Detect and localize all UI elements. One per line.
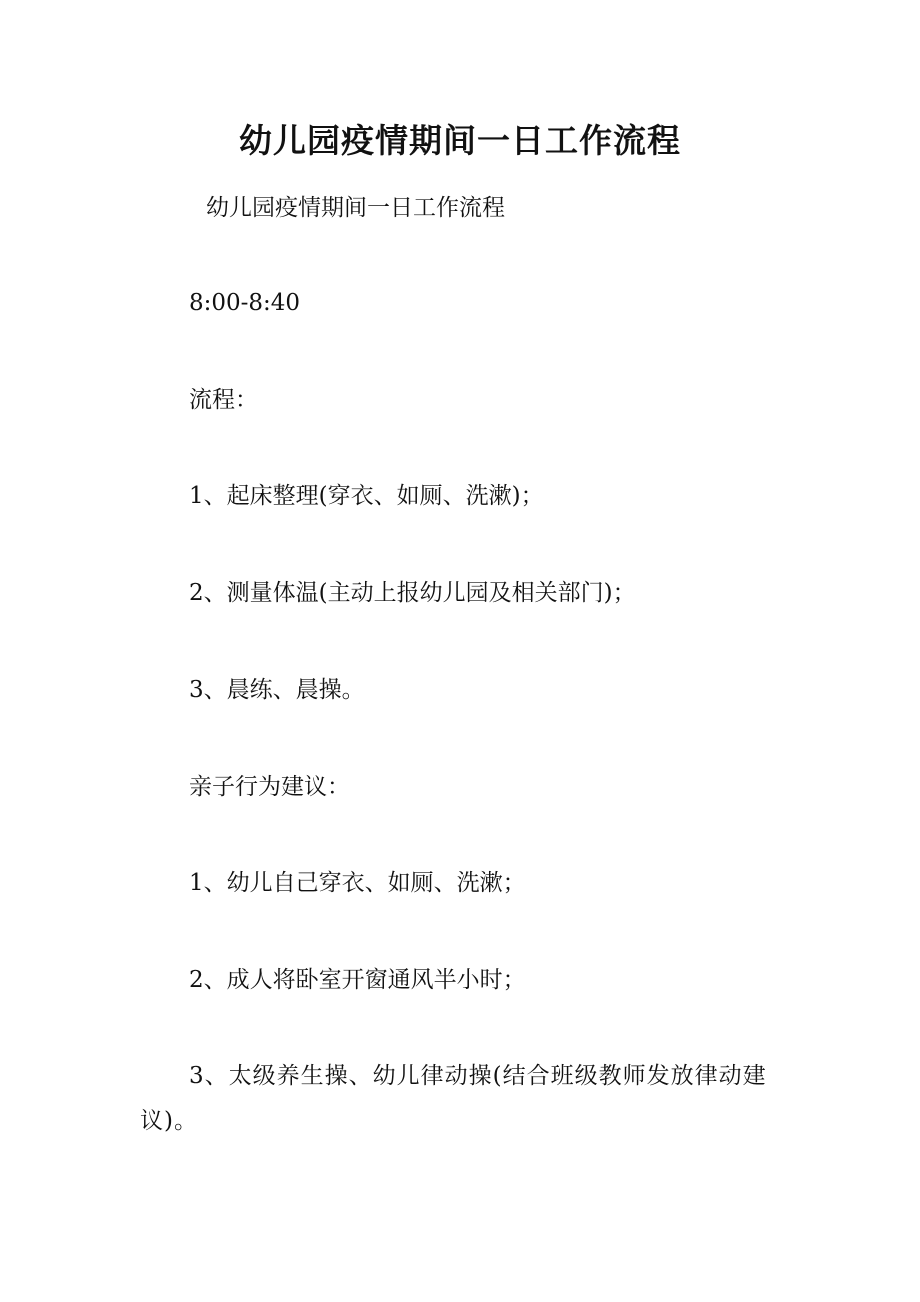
subtitle-paragraph: 幼儿园疫情期间一日工作流程 bbox=[206, 195, 505, 221]
advice-item-3: 3、太级养生操、幼儿律动操(结合班级教师发放律动建议)。 bbox=[140, 1063, 767, 1134]
process-item-2: 2、测量体温(主动上报幼儿园及相关部门)； bbox=[189, 580, 636, 606]
advice-heading: 亲子行为建议： bbox=[189, 774, 350, 800]
advice-item-2: 2、成人将卧室开窗通风半小时； bbox=[189, 967, 526, 993]
process-item-3: 3、晨练、晨操。 bbox=[189, 677, 365, 703]
time-range: 8:00-8:40 bbox=[189, 290, 301, 316]
document-title: 幼儿园疫情期间一日工作流程 bbox=[239, 121, 681, 160]
advice-item-1: 1、幼儿自己穿衣、如厕、洗漱； bbox=[189, 870, 526, 896]
process-heading: 流程： bbox=[189, 387, 258, 413]
process-item-1: 1、起床整理(穿衣、如厕、洗漱)； bbox=[189, 483, 544, 509]
